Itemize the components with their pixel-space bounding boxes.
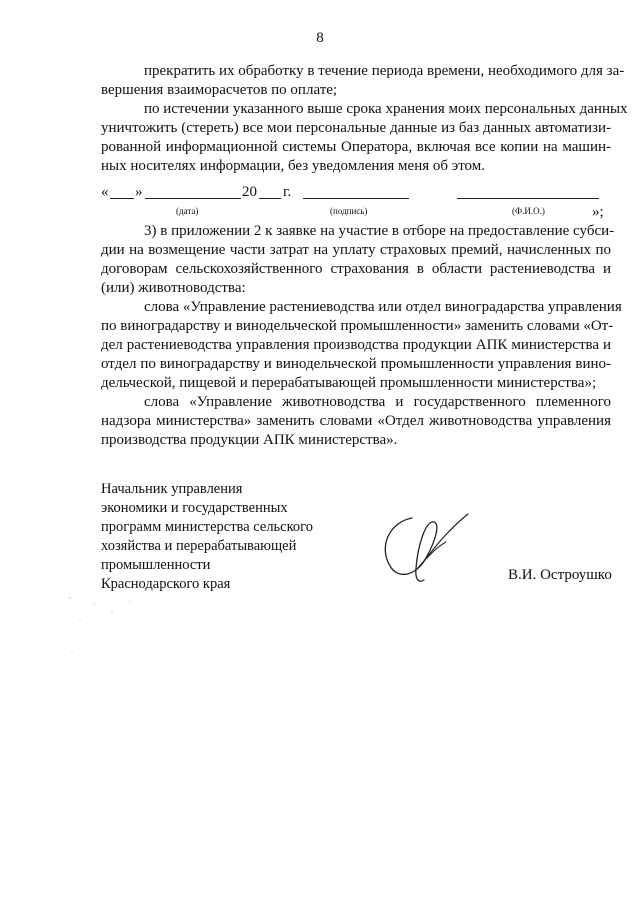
para3-line-3: договорам сельскохозяйственного страхования в области растениеводства и: [101, 261, 611, 277]
signature-form-row: [101, 181, 611, 203]
year-prefix: 20: [242, 184, 257, 200]
para1-line-1: прекратить их обработку в течение периода времени, необходимого для за-: [144, 63, 625, 79]
signer-position-line-5: промышленности: [101, 557, 211, 573]
scan-noise: [60, 590, 180, 680]
para2-line-2: уничтожить (стереть) все мои персональные данные из баз данных автоматизи-: [101, 120, 611, 136]
para3-line-4: (или) животноводства:: [101, 280, 246, 296]
para4-line-2: по виноградарству и винодельческой промышленности» заменить словами «От-: [101, 318, 614, 334]
para5-line-1: слова «Управление животноводства и государственного племенного: [144, 394, 611, 410]
para4-line-3: дел растениеводства управления производства продукции АПК министерства и: [101, 337, 611, 353]
quote-open: «: [101, 184, 109, 200]
para4-line-5: дельческой, пищевой и перерабатывающей промышленности министерства»;: [101, 375, 597, 391]
signature-line-end: »;: [592, 204, 604, 220]
para2-line-1: по истечении указанного выше срока хранения моих персональных данных: [144, 101, 628, 117]
page-number: 8: [316, 30, 324, 46]
caption-name: (Ф.И.О.): [512, 206, 545, 216]
para4-line-1: слова «Управление растениеводства или отдел виноградарства управления: [144, 299, 622, 315]
year-suffix: г.: [283, 184, 292, 200]
signer-position-line-4: хозяйства и перерабатывающей: [101, 538, 297, 554]
signer-name: В.И. Остроушко: [508, 567, 612, 583]
day-blank: [110, 198, 134, 199]
signer-position-line-6: Краснодарского края: [101, 576, 231, 592]
para5-line-3: производства продукции АПК министерства».: [101, 432, 398, 448]
handwritten-signature: [372, 508, 472, 588]
para5-line-2: надзора министерства» заменить словами «Отдел животноводства управления: [101, 413, 611, 429]
signer-position-line-1: Начальник управления: [101, 481, 243, 497]
para1-line-2: вершения взаиморасчетов по оплате;: [101, 82, 338, 98]
month-blank: [145, 198, 241, 199]
caption-date: (дата): [176, 206, 199, 216]
quote-close: »: [135, 184, 143, 200]
para4-line-4: отдел по виноградарству и винодельческой промышленности управления вино-: [101, 356, 611, 372]
para3-line-2: дии на возмещение части затрат на уплату страховых премий, начисленных по: [101, 242, 611, 258]
caption-signature: (подпись): [330, 206, 368, 216]
signer-position-line-3: программ министерства сельского: [101, 519, 313, 535]
para2-line-3: рованной информационной системы Оператора, включая все копии на машин-: [101, 139, 611, 155]
year-blank: [259, 198, 281, 199]
para3-line-1: 3) в приложении 2 к заявке на участие в отборе на предоставление субси-: [144, 223, 615, 239]
signer-position-line-2: экономики и государственных: [101, 500, 288, 516]
para2-line-4: ных носителях информации, без уведомления меня об этом.: [101, 158, 486, 174]
signature-blank: [303, 198, 409, 199]
fio-blank: [457, 198, 599, 199]
